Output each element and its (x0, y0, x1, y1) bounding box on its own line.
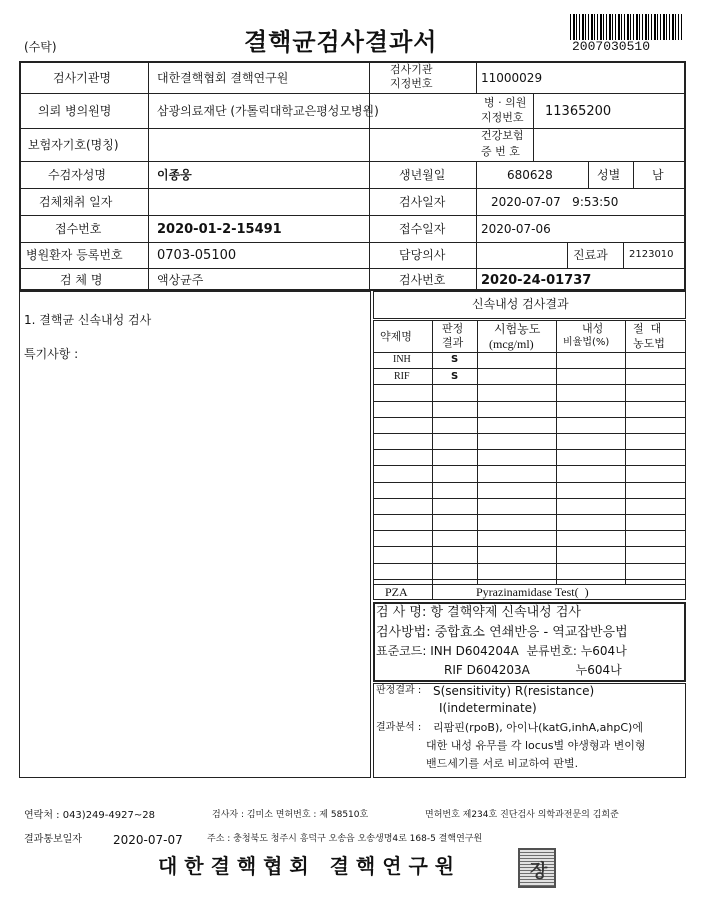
footer-contact: 연락처 : 043)249-4927~28 (24, 810, 155, 821)
method-line-2: 검사방법: 중합효소 연쇄반응 - 역교잡반응법 (376, 625, 628, 640)
result-row-line (373, 449, 686, 450)
col-judge-1: 판정 (442, 322, 464, 335)
result-row-line (373, 465, 686, 466)
insurance-label-1: 건강보험 (481, 129, 524, 142)
result-row-line (373, 417, 686, 418)
col-conc-2: (mcg/ml) (489, 337, 534, 351)
result-row-line (373, 384, 686, 385)
test-no-label: 검사번호 (399, 273, 446, 287)
row-result-inh: S (451, 354, 459, 365)
document-title: 결핵균검사결과서 (244, 28, 438, 56)
analysis-line-3: 밴드세기를 서로 비교하여 판별. (426, 757, 579, 770)
row-result-rif: S (451, 371, 459, 382)
test-date-label: 검사일자 (399, 195, 446, 209)
left-panel (19, 291, 371, 778)
collect-label: 검체채취 일자 (39, 195, 113, 209)
result-row-line (373, 579, 686, 580)
footer-inspector: 검사자 : 김미소 면허번호 : 제 58510호 (212, 810, 369, 820)
receipt-no-value: 2020-01-2-15491 (157, 222, 282, 237)
receipt-date-label: 접수일자 (399, 222, 446, 236)
doctor-label: 담당의사 (399, 248, 446, 262)
result-row-line (373, 546, 686, 547)
col-abs-2: 농도법 (633, 337, 665, 350)
analysis-line-2: 대한 내성 유무를 각 locus별 야생형과 변이형 (426, 739, 646, 752)
pza-value: Pyrazinamidase Test( ) (476, 585, 589, 599)
lab-label: 검사기관명 (53, 71, 111, 85)
section-title: 1. 결핵균 신속내성 검사 (24, 313, 152, 327)
results-title: 신속내성 검사결과 (472, 297, 569, 311)
lab-code-label-1: 검사기관 (390, 63, 433, 76)
notice-label: 결과통보일자 (24, 834, 82, 845)
test-date-value: 2020-07-07 9:53:50 (491, 195, 619, 209)
result-row-line (373, 433, 686, 434)
judge-label: 판정결과 : (376, 685, 422, 696)
method-line-4: RIF D604203A 누604나 (444, 663, 622, 677)
lab-code-label-2: 지정번호 (390, 77, 433, 90)
result-row-line (373, 368, 686, 369)
hospital-code-label-2: 지정번호 (481, 111, 524, 124)
patient-value: 이종웅 (157, 168, 192, 182)
col-drug: 약제명 (380, 330, 412, 343)
specimen-label: 검 체 명 (60, 273, 103, 287)
col-rate-1: 내성 (582, 322, 604, 335)
col-judge-2: 결과 (442, 336, 464, 349)
lab-value: 대한결핵협회 결핵연구원 (157, 71, 289, 85)
receipt-tag: (수탁) (24, 40, 57, 54)
sex-value: 남 (652, 168, 664, 182)
sex-label: 성별 (597, 168, 621, 182)
method-line-1: 검 사 명: 항 결핵약제 신속내성 검사 (376, 605, 581, 620)
analysis-label: 결과분석 : (376, 722, 422, 733)
row-drug-rif: RIF (394, 371, 410, 382)
barcode (570, 14, 682, 40)
insured-label: 보험자기호(명칭) (28, 138, 119, 152)
hospital-code-label-1: 병 · 의원 (484, 96, 527, 109)
hospital-label: 의뢰 병의원명 (38, 104, 112, 118)
hospital-code-value: 11365200 (545, 104, 612, 119)
receipt-no-label: 접수번호 (55, 222, 102, 236)
pza-label: PZA (385, 585, 408, 599)
notice-date: 2020-07-07 (113, 833, 183, 847)
analysis-line-1: 리팜핀(rpoB), 아이나(katG,inhA,ahpC)에 (433, 721, 643, 734)
birth-value: 680628 (507, 168, 553, 182)
result-row-line (373, 482, 686, 483)
result-row-line (373, 401, 686, 402)
result-row-line (373, 514, 686, 515)
hospital-value: 삼광의료재단 (가톨릭대학교은평성모병원) (157, 104, 379, 118)
judge-line-1: S(sensitivity) R(resistance) (433, 684, 595, 698)
reg-no-value: 0703-05100 (157, 248, 237, 263)
specimen-value: 액상균주 (157, 273, 204, 287)
results-grid (373, 320, 686, 600)
result-row-line (373, 530, 686, 531)
col-abs-1: 절 대 (633, 322, 662, 335)
insurance-label-2: 증 번 호 (481, 145, 520, 158)
result-row-line (373, 498, 686, 499)
footer-address: 주소 : 충청북도 청주시 흥덕구 오송읍 오송생명4로 168-5 결핵연구원 (207, 834, 483, 844)
receipt-date-value: 2020-07-06 (481, 222, 551, 236)
institute-name: 대 한 결 핵 협 회 결 핵 연 구 원 (158, 854, 455, 878)
barcode-number: 2007030510 (572, 39, 651, 54)
row-drug-inh: INH (393, 354, 411, 365)
birth-label: 생년월일 (399, 168, 446, 182)
method-line-3: 표준코드: INH D604204A 분류번호: 누604나 (376, 644, 627, 658)
footer-doctor: 면허번호 제234호 진단검사 의학과전문의 김희준 (425, 810, 619, 820)
notes-label: 특기사항 : (24, 347, 79, 361)
lab-code-value: 11000029 (481, 71, 543, 85)
dept-value: 2123010 (629, 249, 674, 260)
judge-line-2: I(indeterminate) (439, 701, 537, 715)
col-rate-2: 비율법(%) (563, 337, 610, 348)
patient-label: 수검자성명 (48, 168, 106, 182)
result-row-line (373, 563, 686, 564)
reg-no-label: 병원환자 등록번호 (26, 248, 123, 262)
seal-char: 장 (530, 861, 548, 882)
col-conc-1: 시험농도 (494, 322, 541, 336)
test-no-value: 2020-24-01737 (481, 273, 592, 288)
dept-label: 진료과 (573, 248, 608, 262)
official-seal (518, 848, 556, 888)
